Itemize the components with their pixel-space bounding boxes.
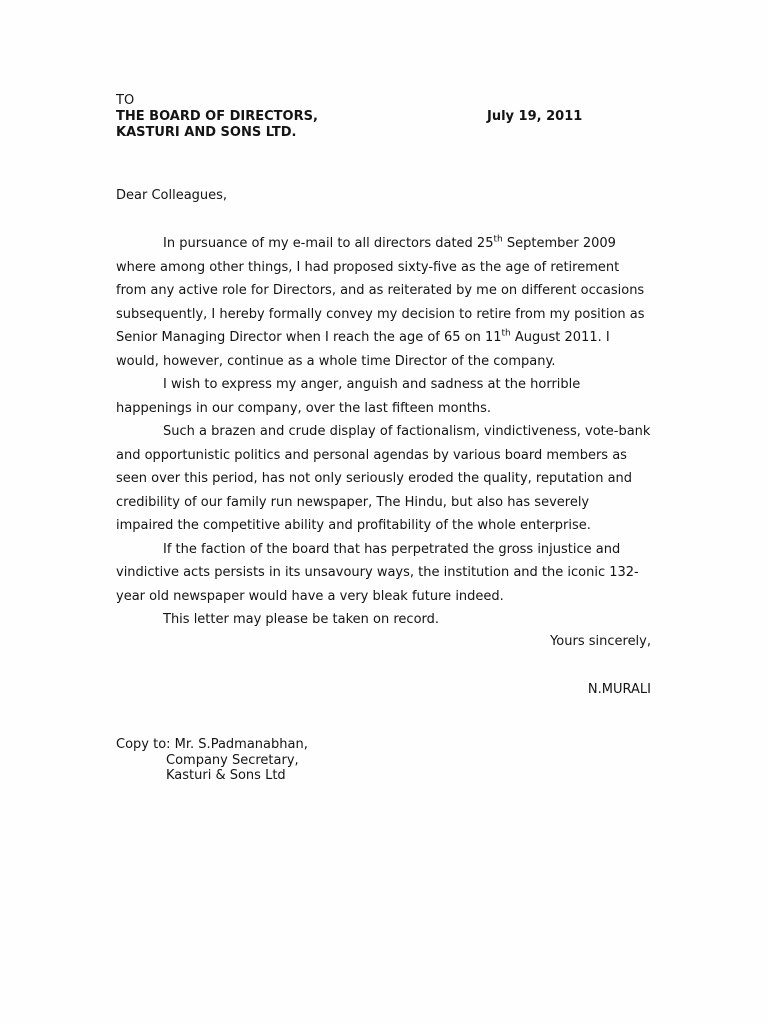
signature-name: N.MURALI xyxy=(587,682,651,697)
paragraph-1-line: from any active role for Directors, and as reiterated by me on different occasions xyxy=(116,283,645,298)
closing: Yours sincerely, xyxy=(550,634,651,649)
text-segment: September 2009 xyxy=(502,236,616,251)
paragraph-3 xyxy=(116,420,656,538)
copy-to-line-2: Company Secretary, xyxy=(166,753,299,768)
copy-to-line-1: Copy to: Mr. S.Padmanabhan, xyxy=(116,737,308,752)
paragraph-4-line: vindictive acts persists in its unsavoury ways, the institution and the iconic 132- xyxy=(116,565,639,580)
text-segment: In pursuance of my e-mail to all directors dated 25 xyxy=(163,236,494,251)
paragraph-1-line xyxy=(116,326,656,350)
paragraph-3-line: Such a brazen and crude display of factionalism, vindictiveness, vote-bank xyxy=(163,424,651,439)
paragraph-3-line: impaired the competitive ability and profitability of the whole enterprise. xyxy=(116,518,591,533)
paragraph-2 xyxy=(116,373,656,420)
text-segment: August 2011. I xyxy=(510,330,610,345)
paragraph-2-line: happenings in our company, over the last fifteen months. xyxy=(116,400,492,416)
paragraph-3-line: credibility of our family run newspaper, The Hindu, but also has severely xyxy=(116,494,590,510)
to-label: TO xyxy=(116,93,135,108)
paragraph-1 xyxy=(116,232,656,373)
paragraph-1-line: subsequently, I hereby formally convey my decision to retire from my position as xyxy=(116,306,645,322)
letter-date: July 19, 2011 xyxy=(487,109,583,124)
text-segment: Senior Managing Director when I reach the age of 65 on 11 xyxy=(116,330,502,345)
paragraph-4-line: If the faction of the board that has perpetrated the gross injustice and xyxy=(163,541,621,557)
copy-to-line-3: Kasturi & Sons Ltd xyxy=(166,768,286,783)
paragraph-4 xyxy=(116,538,656,609)
paragraph-1-line xyxy=(116,232,656,256)
paragraph-1-line: would, however, continue as a whole time Director of the company. xyxy=(116,353,556,369)
superscript: th xyxy=(493,234,503,245)
salutation: Dear Colleagues, xyxy=(116,188,228,203)
letter-body xyxy=(116,232,656,632)
recipient-line-2: KASTURI AND SONS LTD. xyxy=(116,125,297,140)
paragraph-3-line: seen over this period, has not only seriously eroded the quality, reputation and xyxy=(116,471,633,486)
paragraph-5 xyxy=(116,608,656,632)
paragraph-5-line: This letter may please be taken on record. xyxy=(163,612,440,627)
paragraph-3-line: and opportunistic politics and personal agendas by various board members as xyxy=(116,447,627,463)
paragraph-1-line: where among other things, I had proposed sixty-five as the age of retirement xyxy=(116,259,620,275)
recipient-line-1: THE BOARD OF DIRECTORS, xyxy=(116,109,318,124)
superscript: th xyxy=(501,328,511,339)
paragraph-2-line: I wish to express my anger, anguish and sadness at the horrible xyxy=(163,377,581,392)
paragraph-4-line: year old newspaper would have a very bleak future indeed. xyxy=(116,588,504,604)
